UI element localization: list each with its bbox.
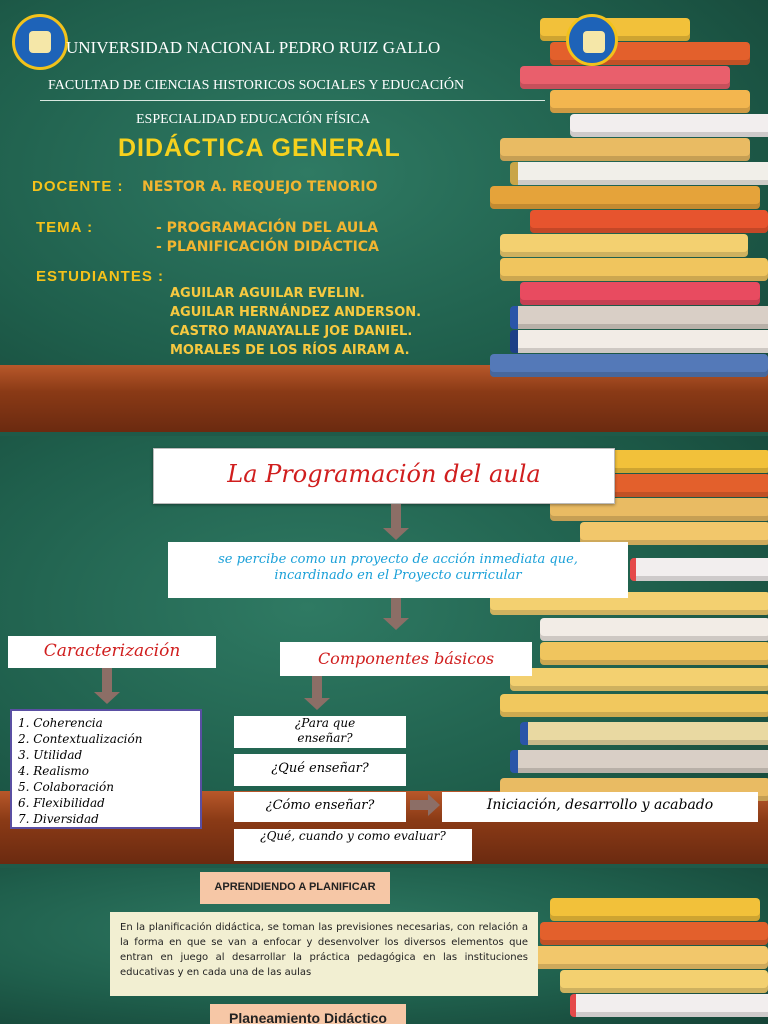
question-box-1 xyxy=(234,716,406,748)
student-name: CASTRO MANAYALLE JOE DANIEL. xyxy=(170,324,413,339)
list-item: 6. Flexibilidad xyxy=(18,796,105,810)
programacion-title-box xyxy=(153,448,615,504)
question-box-3 xyxy=(234,792,406,822)
footer-box xyxy=(210,1004,406,1024)
docente-label: DOCENTE : xyxy=(32,178,124,195)
students-list xyxy=(170,284,421,360)
definition-text: se percibe como un proyecto de acción inmediata que, incardinado en el Proyecto curricular xyxy=(218,552,578,583)
characteristics-list-box xyxy=(10,709,202,829)
course-title: DIDÁCTICA GENERAL xyxy=(118,134,401,162)
docente-name: NESTOR A. REQUEJO TENORIO xyxy=(142,179,378,195)
characteristics-list xyxy=(18,715,194,827)
header-divider xyxy=(40,100,545,101)
question-que: ¿Qué enseñar? xyxy=(271,761,369,776)
list-item: 7. Diversidad xyxy=(18,812,99,826)
section-header-box xyxy=(200,872,390,904)
list-item: 1. Coherencia xyxy=(18,716,103,730)
student-name: MORALES DE LOS RÍOS AIRAM A. xyxy=(170,343,410,358)
paragraph-box xyxy=(110,912,538,996)
down-arrow xyxy=(102,668,112,694)
student-name: AGUILAR AGUILAR EVELIN. xyxy=(170,286,365,301)
definition-box xyxy=(168,542,628,598)
title-slide xyxy=(0,0,768,432)
tema-item-2: - PLANIFICACIÓN DIDÁCTICA xyxy=(156,239,379,255)
caracterizacion-box xyxy=(8,636,216,668)
book-stack-image xyxy=(480,0,768,400)
list-item: 5. Colaboración xyxy=(18,780,114,794)
footer-heading: Planeamiento Didáctico xyxy=(229,1010,387,1024)
tema-item-1: - PROGRAMACIÓN DEL AULA xyxy=(156,220,378,236)
specialty: ESPECIALIDAD EDUCACIÓN FÍSICA xyxy=(136,112,371,127)
list-item: 2. Contextualización xyxy=(18,732,143,746)
faculty-name: FACULTAD DE CIENCIAS HISTORICOS SOCIALES Y EDUCACIÓN xyxy=(48,78,465,93)
book-stack-image xyxy=(530,888,768,1024)
right-arrow xyxy=(410,800,428,810)
down-arrow xyxy=(391,504,401,530)
question-box-2 xyxy=(234,754,406,786)
section-header: APRENDIENDO A PLANIFICAR xyxy=(214,881,376,893)
answer-box xyxy=(442,792,758,822)
answer-text: Iniciación, desarrollo y acabado xyxy=(486,797,714,813)
down-arrow xyxy=(391,598,401,620)
planificacion-paragraph: En la planificación didáctica, se toman las previsiones necesarias, con relación a la forma en que se van a enfocar y desenvolver los diversos elementos que entran en juego al desarrollar la práctica pedagógica en las instituciones educativas y en cada una de las aulas xyxy=(120,922,528,978)
list-item: 4. Realismo xyxy=(18,764,89,778)
programacion-title: La Programación del aula xyxy=(227,460,541,488)
faculty-logo xyxy=(566,14,618,66)
question-box-4 xyxy=(234,829,472,861)
list-item: 3. Utilidad xyxy=(18,748,83,762)
question-para-que: ¿Para que enseñar? xyxy=(294,716,356,745)
right-arrow-head xyxy=(428,794,440,816)
down-arrow xyxy=(312,676,322,700)
student-name: AGUILAR HERNÁNDEZ ANDERSON. xyxy=(170,305,422,320)
planificacion-slide xyxy=(0,868,768,1024)
programacion-slide xyxy=(0,436,768,864)
caracterizacion-heading: Caracterización xyxy=(43,641,181,661)
university-logo xyxy=(12,14,68,70)
question-evaluar: ¿Qué, cuando y como evaluar? xyxy=(260,829,446,843)
componentes-heading: Componentes básicos xyxy=(317,649,495,668)
componentes-box xyxy=(280,642,532,676)
estudiantes-label: ESTUDIANTES : xyxy=(36,268,165,285)
question-como: ¿Cómo enseñar? xyxy=(265,798,375,813)
university-name: UNIVERSIDAD NACIONAL PEDRO RUIZ GALLO xyxy=(66,38,441,57)
tema-label: TEMA : xyxy=(36,219,94,236)
